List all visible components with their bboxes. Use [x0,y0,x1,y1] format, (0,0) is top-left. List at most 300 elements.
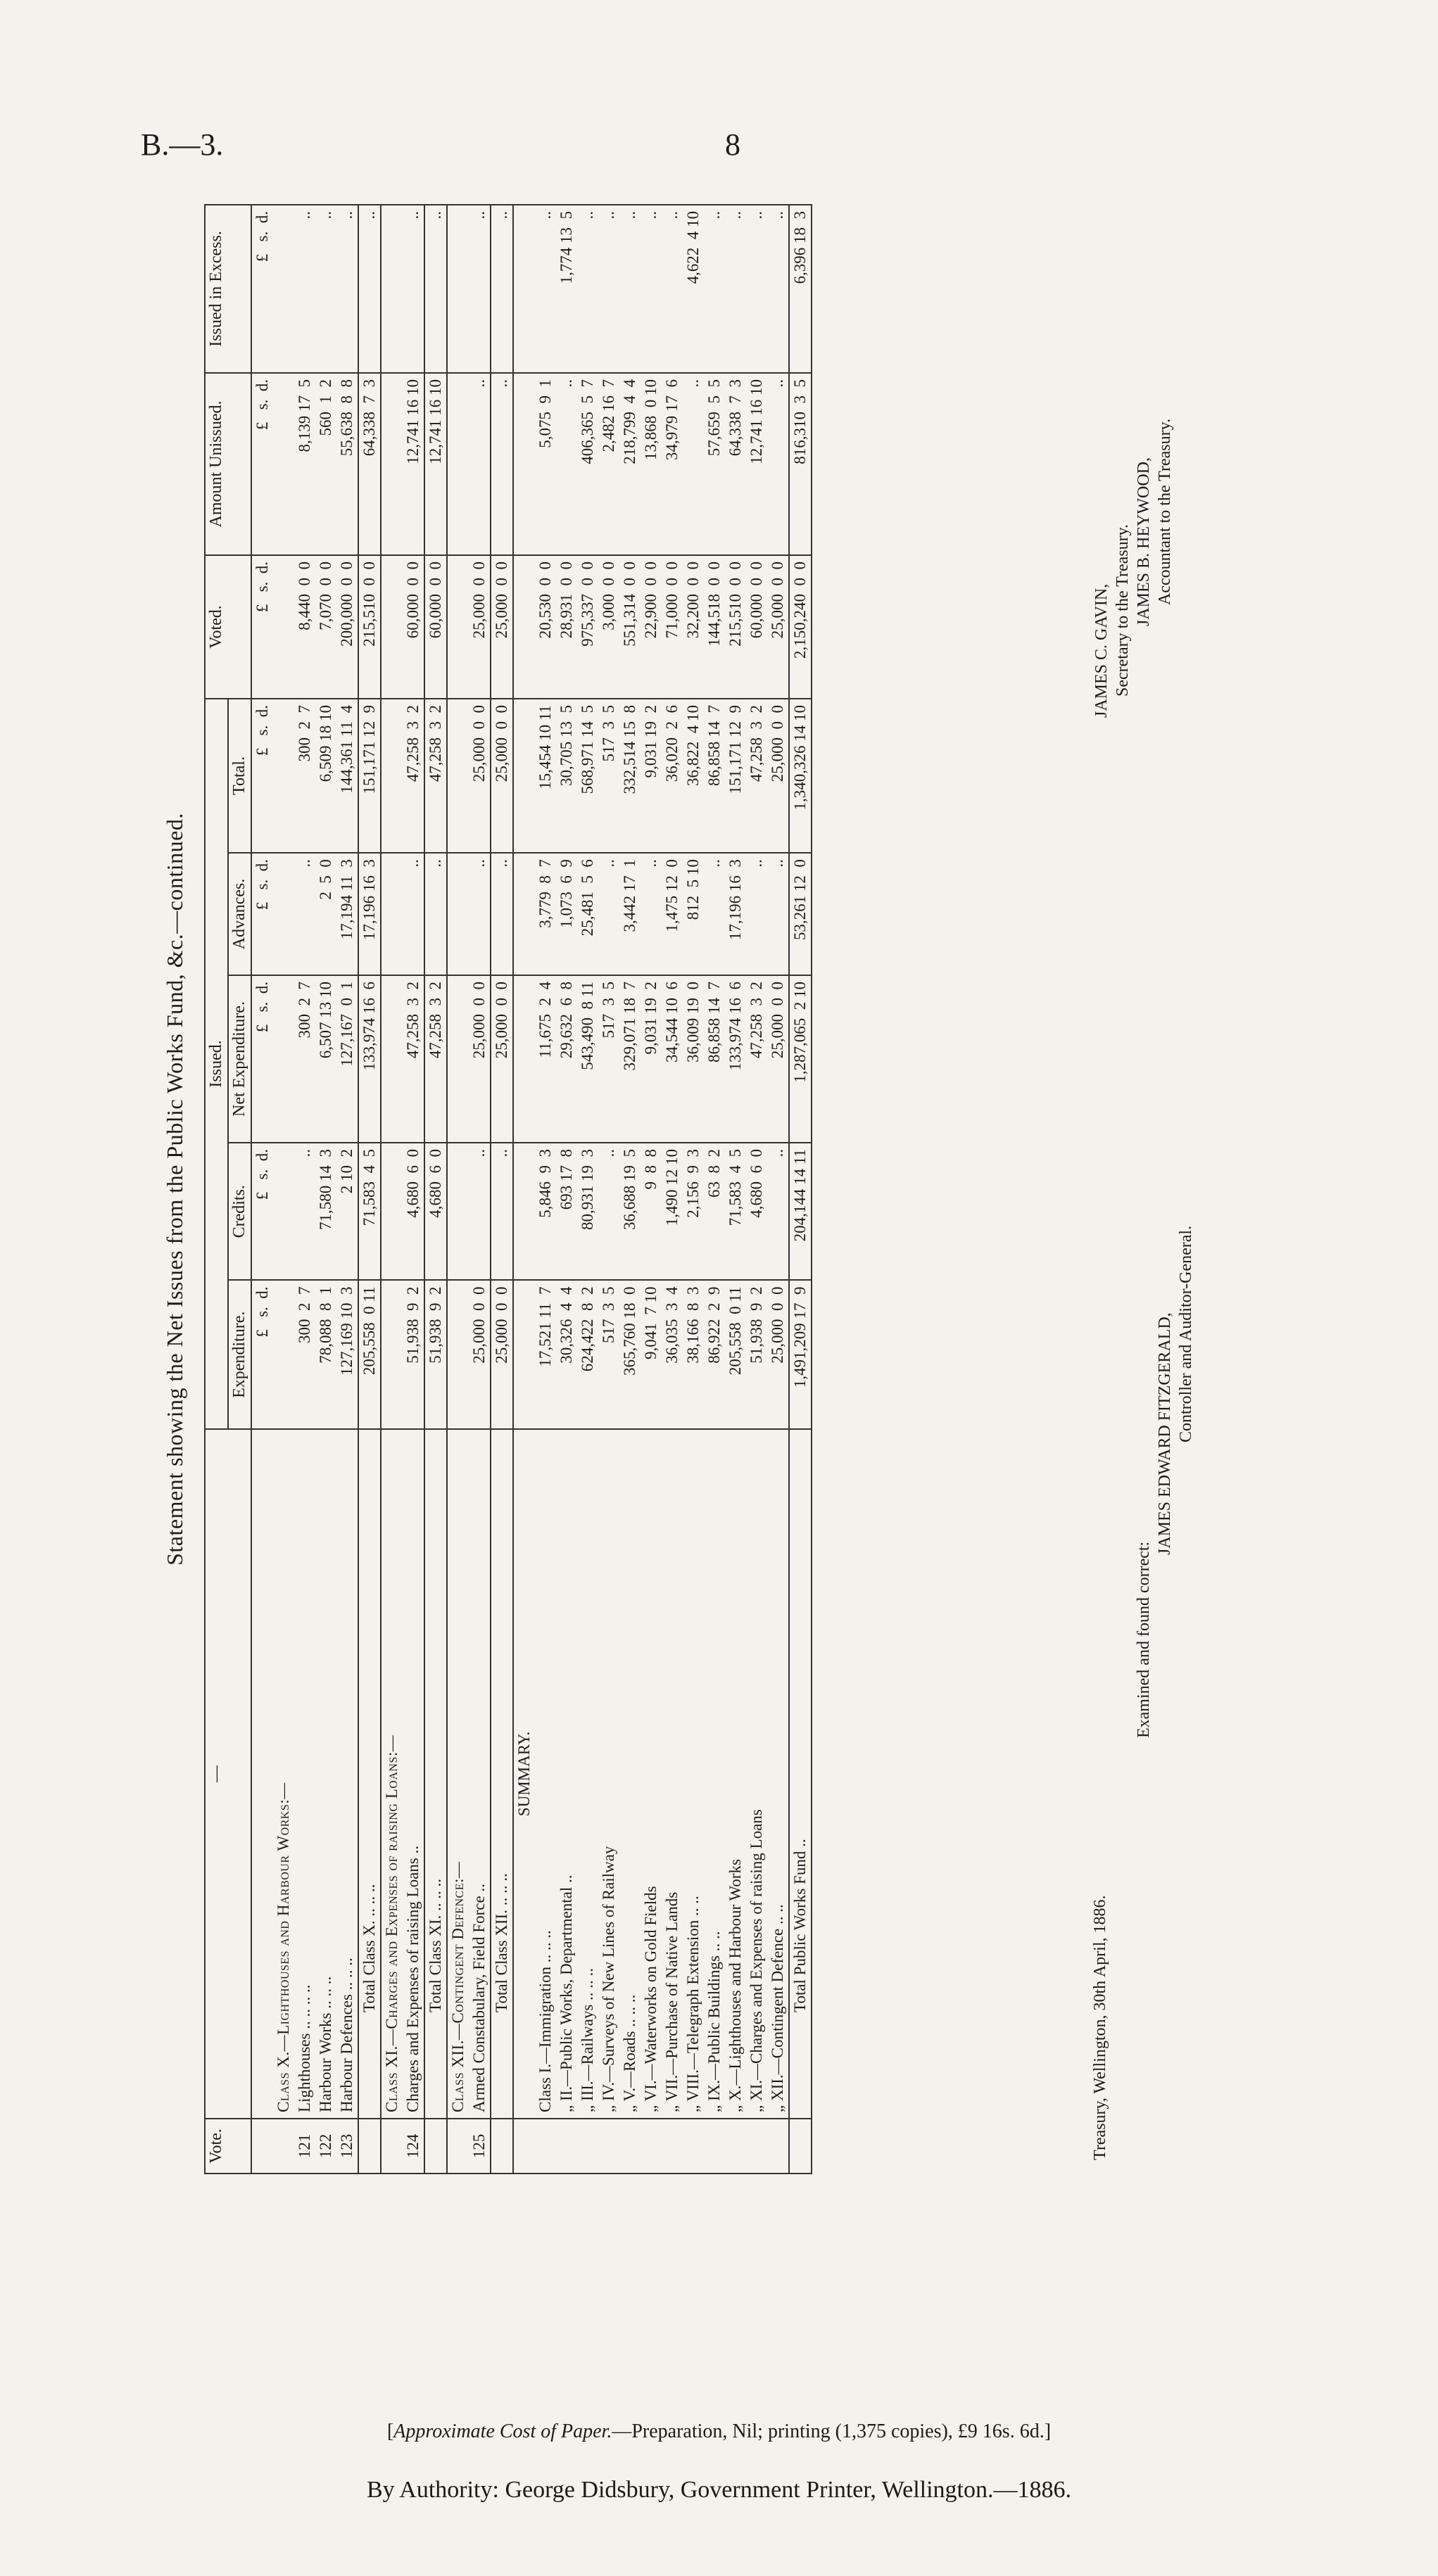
amount-cell [381,205,403,373]
summary-amount: 1,475 12 0 [662,853,683,975]
summary-amount: .. [619,205,641,373]
summary-amount: 71,000 0 0 [662,555,683,699]
summary-amount: 22,900 0 0 [641,555,662,699]
amount-cell: 71,583 4 5 [358,1143,381,1280]
amount-cell: 6,509 18 10 [315,699,336,853]
summary-amount: 133,974 16 6 [725,975,746,1143]
row-description: Class XI.—Charges and Expenses of raising Loans:— [381,1429,403,2119]
summary-vote [662,2119,683,2174]
summary-amount: 218,799 4 4 [619,373,641,555]
amount-cell: 47,258 3 2 [403,699,424,853]
fitzgerald-title: Controller and Auditor-General. [1177,1225,1195,1442]
row-description: Total Class X. .. .. .. [358,1429,381,2119]
statement-title: Statement showing the Net Issues from the Public Works Fund, &c.—continued. [162,813,187,1566]
summary-amount: 975,337 0 0 [577,555,598,699]
summary-amount: 80,931 19 3 [577,1143,598,1280]
summary-amount: .. [641,853,662,975]
examined-label: Examined and found correct: [1135,1541,1153,1738]
summary-row [683,205,704,2174]
summary-amount: 1,490 12 10 [662,1143,683,1280]
summary-vote [641,2119,662,2174]
table-row [358,205,381,2174]
amount-cell: 12,741 16 10 [424,373,447,555]
amount-cell: .. [294,1143,315,1280]
summary-amount: 36,688 19 5 [619,1143,641,1280]
grand-total-row [789,205,812,2174]
summary-amount: 1,073 6 9 [556,853,577,975]
lsd-vote [251,2119,273,2174]
amount-cell: .. [469,205,491,373]
vote-number [273,2119,294,2174]
summary-amount: 30,326 4 4 [556,1280,577,1429]
summary-row [598,205,619,2174]
header-credits: Credits. [228,1143,251,1280]
table-row [469,205,491,2174]
header-vote: Vote. [205,2119,251,2174]
summary-amount: 36,822 4 10 [683,699,704,853]
amount-cell: 25,000 0 0 [469,699,491,853]
vote-number [447,2119,469,2174]
summary-amount: 812 5 10 [683,853,704,975]
summary-amount: 36,020 2 6 [662,699,683,853]
summary-amount: .. [704,205,725,373]
summary-amount: .. [598,205,619,373]
amount-cell: .. [491,1143,513,1280]
summary-amount: 9 8 8 [641,1143,662,1280]
amount-cell [381,1280,403,1429]
summary-amount: 64,338 7 3 [725,373,746,555]
amount-cell: 64,338 7 3 [358,373,381,555]
summary-amount: 11,675 2 4 [535,975,556,1143]
header-issued-in-excess: Issued in Excess. [205,205,251,373]
summary-description: „ V.—Roads .. .. .. [619,1429,641,2119]
amount-cell: 7,070 0 0 [315,555,336,699]
summary-amount: 47,258 3 2 [746,699,767,853]
amount-cell [273,555,294,699]
amount-cell: 2 5 0 [315,853,336,975]
summary-amount: .. [577,205,598,373]
summary-amount: 551,314 0 0 [619,555,641,699]
summary-amount: 36,035 3 4 [662,1280,683,1429]
summary-amount: 29,632 6 8 [556,975,577,1143]
summary-vote [704,2119,725,2174]
summary-vote [577,2119,598,2174]
vote-number: 125 [469,2119,491,2174]
summary-amount: 2,156 9 3 [683,1143,704,1280]
summary-amount: 151,171 12 9 [725,699,746,853]
summary-heading-spacer [513,1280,535,1429]
summary-amount: .. [662,205,683,373]
summary-row [641,205,662,2174]
summary-amount: .. [535,205,556,373]
summary-table-body [513,205,812,2174]
amount-cell [447,1280,469,1429]
row-description: Lighthouses .. .. .. .. [294,1429,315,2119]
amount-cell: .. [294,853,315,975]
grand-total-amount: 1,287,065 2 10 [789,975,812,1143]
lsd-unit: £ s. d. [251,699,273,853]
summary-amount: 25,000 0 0 [767,975,789,1143]
printer-authority: By Authority: George Didsbury, Government Printer, Wellington.—1886. [366,2477,1071,2503]
amount-cell [273,699,294,853]
amount-cell: 127,167 0 1 [336,975,358,1143]
amount-cell [447,1143,469,1280]
lsd-unit: £ s. d. [251,975,273,1143]
vote-number: 123 [336,2119,358,2174]
summary-amount: 568,971 14 5 [577,699,598,853]
amount-cell: .. [294,205,315,373]
gavin-name: JAMES C. GAVIN, [1092,583,1111,718]
summary-amount: 57,659 5 5 [704,373,725,555]
summary-heading-spacer [513,853,535,975]
summary-amount: 36,009 19 0 [683,975,704,1143]
table-row [315,205,336,2174]
summary-amount: 4,680 6 0 [746,1143,767,1280]
grand-total-vote [789,2119,812,2174]
summary-amount: 25,000 0 0 [767,699,789,853]
amount-cell [273,853,294,975]
row-description: Total Class XI. .. .. .. [424,1429,447,2119]
lsd-unit: £ s. d. [251,1280,273,1429]
statement-table [204,204,812,2174]
amount-cell: 25,000 0 0 [469,555,491,699]
header-description: — [205,1429,251,2119]
main-table-body [251,205,513,2174]
lsd-row [251,205,273,2174]
table-row [424,205,447,2174]
summary-vote [556,2119,577,2174]
vote-number [424,2119,447,2174]
row-description: Class XII.—Contingent Defence:— [447,1429,469,2119]
lsd-unit: £ s. d. [251,205,273,373]
summary-row [725,205,746,2174]
row-description: Harbour Defences .. .. .. [336,1429,358,2119]
summary-amount: 693 17 8 [556,1143,577,1280]
grand-total-amount: 816,310 3 5 [789,373,812,555]
summary-amount: .. [767,205,789,373]
header-total: Total. [228,699,251,853]
approx-cost [0,2420,1438,2443]
amount-cell [381,555,403,699]
summary-amount: .. [767,373,789,555]
summary-heading-spacer [513,1143,535,1280]
summary-amount: 71,583 4 5 [725,1143,746,1280]
table-row [381,205,403,2174]
summary-amount: 3,779 8 7 [535,853,556,975]
summary-amount: 15,454 10 11 [535,699,556,853]
page-number: 8 [725,127,740,162]
amount-cell: 144,361 11 4 [336,699,358,853]
amount-cell: 51,938 9 2 [403,1280,424,1429]
page-reference: B.—3. [141,127,224,162]
amount-cell: 2 10 2 [336,1143,358,1280]
amount-cell [447,373,469,555]
summary-amount: .. [598,853,619,975]
summary-amount: 63 8 2 [704,1143,725,1280]
amount-cell: .. [424,853,447,975]
summary-row [767,205,789,2174]
summary-description: „ XII.—Contingent Defence .. .. [767,1429,789,2119]
summary-description: „ VI.—Waterworks on Gold Fields [641,1429,662,2119]
summary-heading-vote [513,2119,535,2174]
summary-amount: 86,922 2 9 [704,1280,725,1429]
amount-cell: 127,169 10 3 [336,1280,358,1429]
summary-amount: 34,544 10 6 [662,975,683,1143]
amount-cell: .. [491,373,513,555]
summary-description: „ IV.—Surveys of New Lines of Railway [598,1429,619,2119]
table-row [273,205,294,2174]
summary-amount: 30,705 13 5 [556,699,577,853]
amount-cell: 12,741 16 10 [403,373,424,555]
summary-description: „ III.—Railways .. .. .. [577,1429,598,2119]
amount-cell [381,853,403,975]
amount-cell [381,699,403,853]
summary-amount: 624,422 8 2 [577,1280,598,1429]
amount-cell: 25,000 0 0 [491,1280,513,1429]
lsd-unit: £ s. d. [251,853,273,975]
amount-cell: .. [469,1143,491,1280]
header-advances: Advances. [228,853,251,975]
summary-amount: 205,558 0 11 [725,1280,746,1429]
summary-amount: 38,166 8 3 [683,1280,704,1429]
header-amount-unissued: Amount Unissued. [205,373,251,555]
amount-cell [273,1280,294,1429]
amount-cell: .. [358,205,381,373]
vote-number: 122 [315,2119,336,2174]
amount-cell: 8,440 0 0 [294,555,315,699]
summary-vote [535,2119,556,2174]
header-voted: Voted. [205,555,251,699]
lsd-unit: £ s. d. [251,1143,273,1280]
summary-amount: 32,200 0 0 [683,555,704,699]
amount-cell [381,373,403,555]
summary-amount: 17,196 16 3 [725,853,746,975]
summary-amount: 12,741 16 10 [746,373,767,555]
amount-cell: 300 2 7 [294,699,315,853]
amount-cell: 300 2 7 [294,975,315,1143]
summary-amount: 3,442 17 1 [619,853,641,975]
summary-amount: 25,000 0 0 [767,1280,789,1429]
summary-row [577,205,598,2174]
gavin-block [1091,524,1133,718]
grand-total-description: Total Public Works Fund .. [789,1429,812,2119]
summary-description: „ VIII.—Telegraph Extension .. .. [683,1429,704,2119]
amount-cell: 4,680 6 0 [403,1143,424,1280]
summary-row [619,205,641,2174]
summary-amount: .. [598,1143,619,1280]
summary-heading-spacer [513,373,535,555]
summary-amount: 25,000 0 0 [767,555,789,699]
amount-cell [381,1143,403,1280]
summary-amount: 20,530 0 0 [535,555,556,699]
heywood-name: JAMES B. HEYWOOD, [1135,457,1153,626]
summary-amount: 25,481 5 6 [577,853,598,975]
summary-amount: 517 3 5 [598,1280,619,1429]
amount-cell: .. [469,373,491,555]
summary-amount: 517 3 5 [598,975,619,1143]
row-description: Class X.—Lighthouses and Harbour Works:— [273,1429,294,2119]
amount-cell [447,699,469,853]
table-row [447,205,469,2174]
header-net-expenditure: Net Expenditure. [228,975,251,1143]
heywood-block [1133,419,1175,626]
gavin-title: Secretary to the Treasury. [1114,524,1132,697]
heywood-title: Accountant to the Treasury. [1156,418,1174,605]
summary-amount: 517 3 5 [598,699,619,853]
amount-cell: 25,000 0 0 [469,1280,491,1429]
grand-total-amount: 204,144 14 11 [789,1143,812,1280]
amount-cell: 60,000 0 0 [424,555,447,699]
summary-description: „ X.—Lighthouses and Harbour Works [725,1429,746,2119]
row-description: Total Class XII. .. .. .. [491,1429,513,2119]
amount-cell [273,975,294,1143]
row-description: Harbour Works .. .. .. [315,1429,336,2119]
amount-cell: 151,171 12 9 [358,699,381,853]
summary-amount: 5,846 9 3 [535,1143,556,1280]
summary-row [746,205,767,2174]
amount-cell: 300 2 7 [294,1280,315,1429]
summary-amount: 17,521 11 7 [535,1280,556,1429]
summary-row [556,205,577,2174]
lsd-desc [251,1429,273,2119]
amount-cell: 205,558 0 11 [358,1280,381,1429]
vote-number [381,2119,403,2174]
summary-amount: .. [767,1143,789,1280]
summary-vote [619,2119,641,2174]
amount-cell: .. [491,853,513,975]
examined-block [1133,1226,1197,1738]
vote-number: 121 [294,2119,315,2174]
amount-cell [381,975,403,1143]
grand-total-amount: 6,396 18 3 [789,205,812,373]
amount-cell [447,205,469,373]
summary-amount: 47,258 3 2 [746,975,767,1143]
summary-vote [767,2119,789,2174]
amount-cell: .. [315,205,336,373]
summary-amount: 9,031 19 2 [641,975,662,1143]
lsd-unit: £ s. d. [251,373,273,555]
amount-cell: 25,000 0 0 [491,555,513,699]
summary-amount: 13,868 0 10 [641,373,662,555]
amount-cell [273,1143,294,1280]
grand-total-amount: 1,340,326 14 10 [789,699,812,853]
summary-amount: .. [746,205,767,373]
table-row [336,205,358,2174]
amount-cell: 6,507 13 10 [315,975,336,1143]
table-row [403,205,424,2174]
summary-description: „ VII.—Purchase of Native Lands [662,1429,683,2119]
lsd-unit: £ s. d. [251,555,273,699]
amount-cell: 25,000 0 0 [469,975,491,1143]
summary-amount: 28,931 0 0 [556,555,577,699]
summary-amount: 60,000 0 0 [746,555,767,699]
summary-amount: 5,075 9 1 [535,373,556,555]
amount-cell: .. [424,205,447,373]
summary-amount: 86,858 14 7 [704,975,725,1143]
table-row [491,205,513,2174]
summary-heading-spacer [513,975,535,1143]
summary-amount: 34,979 17 6 [662,373,683,555]
row-description: Armed Constabulary, Field Force .. [469,1429,491,2119]
summary-row [662,205,683,2174]
summary-description: „ IX.—Public Buildings .. .. [704,1429,725,2119]
summary-heading-spacer [513,699,535,853]
amount-cell: 560 1 2 [315,373,336,555]
summary-amount: 215,510 0 0 [725,555,746,699]
summary-amount: .. [556,373,577,555]
summary-amount: .. [725,205,746,373]
amount-cell: 17,196 16 3 [358,853,381,975]
statement-rotated [162,190,1260,2188]
amount-cell: .. [403,853,424,975]
summary-vote [725,2119,746,2174]
amount-cell: 200,000 0 0 [336,555,358,699]
amount-cell: .. [403,205,424,373]
summary-heading-spacer [513,205,535,373]
summary-amount: .. [704,853,725,975]
treasury-date: Treasury, Wellington, 30th April, 1886. [1091,1895,1109,2160]
summary-amount: 144,518 0 0 [704,555,725,699]
amount-cell: .. [491,205,513,373]
summary-description: „ II.—Public Works, Departmental .. [556,1429,577,2119]
grand-total-amount: 1,491,209 17 9 [789,1280,812,1429]
summary-row [704,205,725,2174]
amount-cell: 215,510 0 0 [358,555,381,699]
summary-amount: .. [746,853,767,975]
summary-vote [746,2119,767,2174]
fitzgerald-name: JAMES EDWARD FITZGERALD, [1156,1312,1174,1555]
amount-cell: 51,938 9 2 [424,1280,447,1429]
vote-number [358,2119,381,2174]
summary-vote [683,2119,704,2174]
amount-cell [447,853,469,975]
footer [1091,218,1246,2160]
summary-amount: 2,482 16 7 [598,373,619,555]
amount-cell: 71,580 14 3 [315,1143,336,1280]
amount-cell [273,373,294,555]
amount-cell: 47,258 3 2 [403,975,424,1143]
header-issued: Issued. [205,699,228,1429]
amount-cell: 17,194 11 3 [336,853,358,975]
summary-heading-spacer [513,555,535,699]
vote-number [491,2119,513,2174]
summary-amount: 9,041 7 10 [641,1280,662,1429]
amount-cell: .. [469,853,491,975]
approx-cost-label: Approximate Cost of Paper. [393,2420,612,2442]
amount-cell: 25,000 0 0 [491,975,513,1143]
amount-cell: 78,088 8 1 [315,1280,336,1429]
summary-amount: 329,071 18 7 [619,975,641,1143]
summary-amount: 1,774 13 5 [556,205,577,373]
amount-cell: 8,139 17 5 [294,373,315,555]
amount-cell: 47,258 3 2 [424,699,447,853]
summary-vote [598,2119,619,2174]
amount-cell: 25,000 0 0 [491,699,513,853]
summary-amount: 4,622 4 10 [683,205,704,373]
approx-open-bracket: [ [386,2420,394,2442]
amount-cell: 4,680 6 0 [424,1143,447,1280]
row-description: Charges and Expenses of raising Loans .. [403,1429,424,2119]
amount-cell: 60,000 0 0 [403,555,424,699]
amount-cell: 133,974 16 6 [358,975,381,1143]
vote-number: 124 [403,2119,424,2174]
summary-amount: 365,760 18 0 [619,1280,641,1429]
summary-amount: .. [767,853,789,975]
summary-heading-row [513,205,535,2174]
grand-total-amount: 2,150,240 0 0 [789,555,812,699]
summary-description: Class I.—Immigration .. .. .. [535,1429,556,2119]
amount-cell [447,555,469,699]
